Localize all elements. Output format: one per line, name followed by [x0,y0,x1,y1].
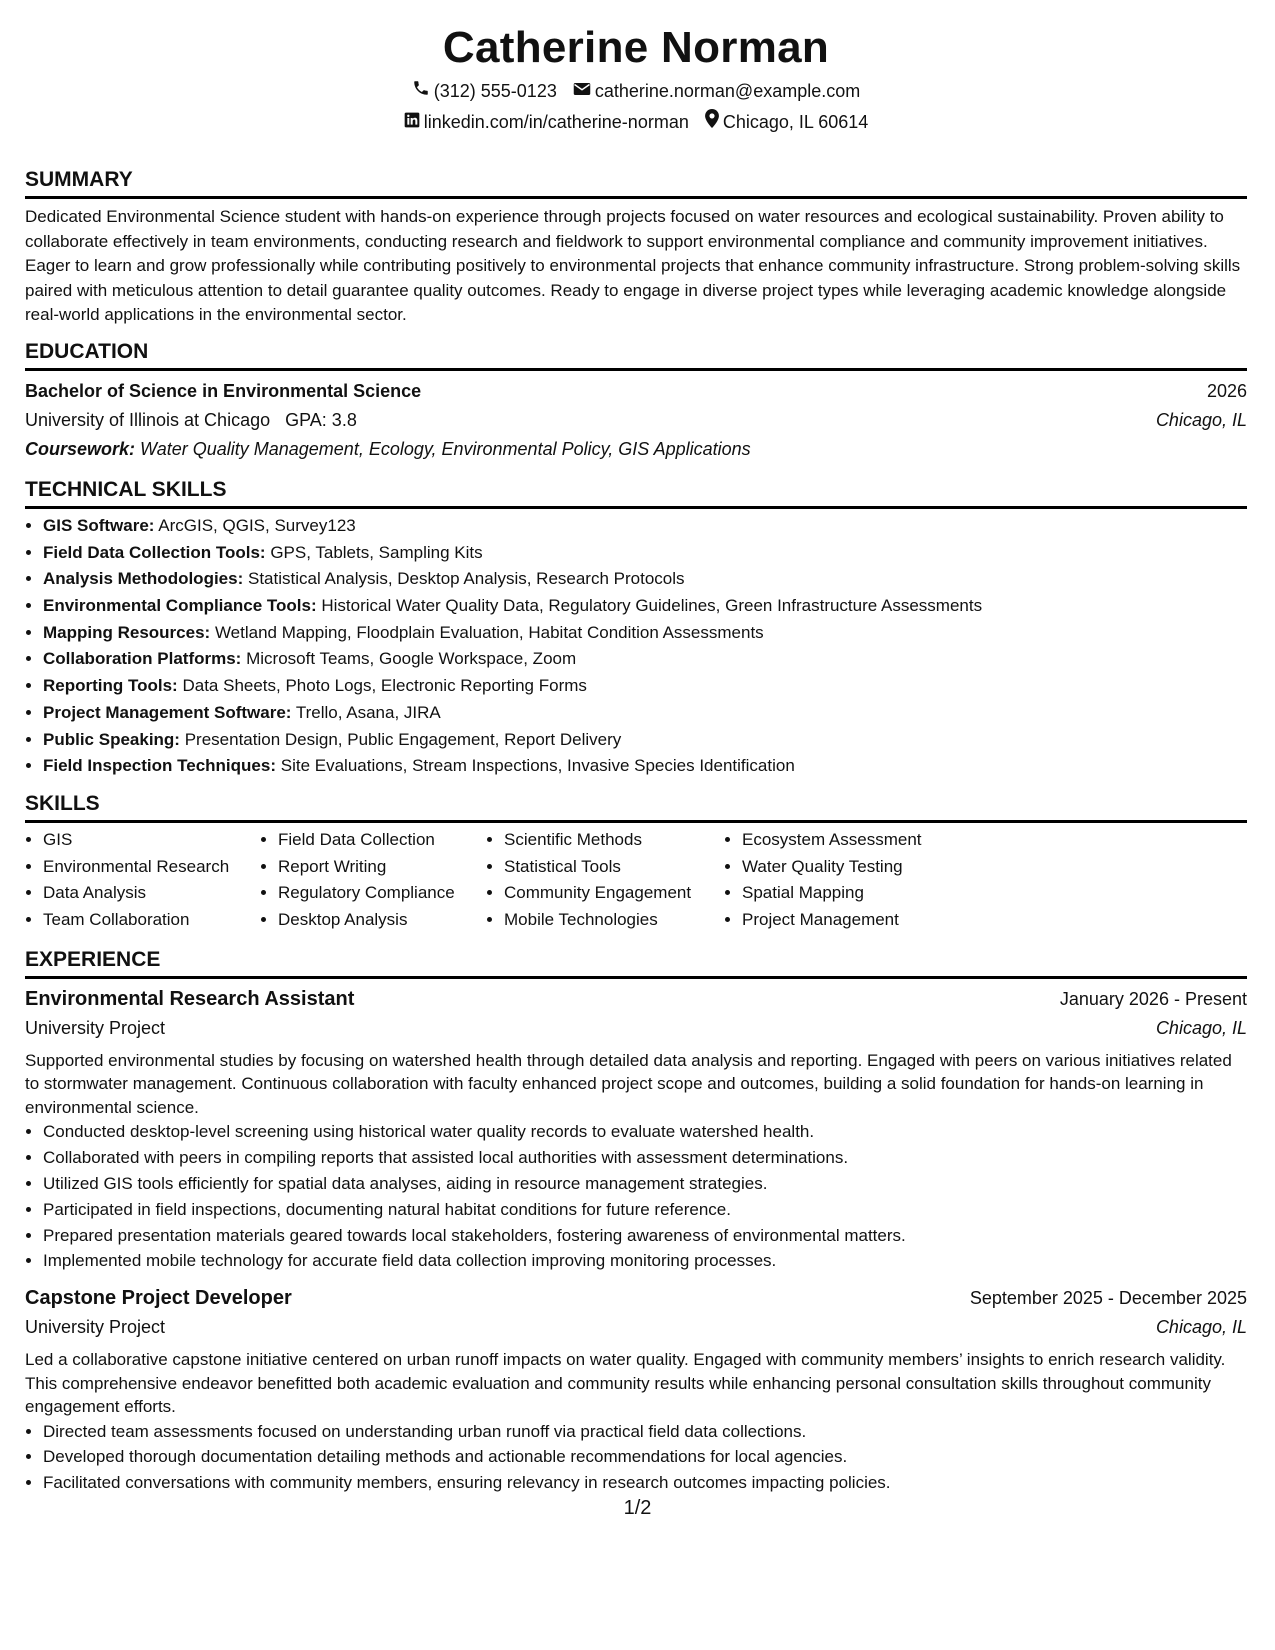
job-org-row [25,1313,1247,1342]
list-item: • Community Engagement [504,880,724,907]
list-item [43,593,1247,620]
list-item: • Water Quality Testing [742,854,982,881]
list-item: • Directed team assessments focused on understanding urban runoff via practical field data collections. [43,1419,1247,1445]
list-item: • Regulatory Compliance [278,880,486,907]
job-title-row [25,1284,1247,1313]
skill-label: Project Management Software: [43,702,292,722]
job-org: University Project [25,1317,166,1338]
contact-row-1 [25,76,1247,107]
linkedin-icon [404,107,424,138]
job-dates: September 2025 - December 2025 [969,1288,1247,1309]
job-entry [25,1284,1247,1496]
skill-label: Analysis Methodologies: [43,569,244,589]
job-description: Led a collaborative capstone initiative centered on urban runoff impacts on water quality. Engaged with community members’ insights to enrich research validity. This comprehensive endeavor benefitted both academic evaluation and community results while enhancing personal consultation skills throughout community engagement efforts. [25,1350,1226,1417]
email-contact[interactable] [573,76,860,107]
coursework-list: Water Quality Management, Ecology, Environmental Policy, GIS Applications [140,438,751,459]
summary-section [25,168,1247,328]
list-item: • Environmental Research [43,854,260,881]
skills-column-3 [486,827,724,934]
gpa: GPA: 3.8 [285,409,357,430]
candidate-name: Catherine Norman [442,23,830,72]
envelope-icon [573,76,595,107]
list-item [43,566,1247,593]
skills-column-4 [724,827,982,934]
skill-value: Trello, Asana, JIRA [295,702,441,722]
list-item: • Desktop Analysis [278,907,486,934]
skills-section [25,792,1247,934]
skills-heading: SKILLS [25,792,1247,823]
job-description: Supported environmental studies by focusing on watershed health through detailed data analysis and reporting. Engaged with peers on various initiatives related to stormwater management. Continuous collaboration with faculty enhanced project scope and outcomes, building a solid foundation for hands-on learning in environmental science. [25,1050,1232,1117]
skill-value: GPS, Tablets, Sampling Kits [270,542,483,562]
coursework-label: Coursework: [25,438,136,459]
skill-label: GIS Software: [43,515,155,535]
degree-row [25,377,1247,406]
skill-value: Historical Water Quality Data, Regulatory Guidelines, Green Infrastructure Assessments [321,596,983,616]
contact-row-2 [25,107,1247,138]
school-location: Chicago, IL [1155,409,1247,430]
education-section [25,340,1247,464]
job-dates: January 2026 - Present [1059,988,1247,1009]
skill-value: Data Sheets, Photo Logs, Electronic Reporting Forms [182,676,587,696]
skill-label: Reporting Tools: [43,676,178,696]
list-item [43,753,1247,780]
skill-value: ArcGIS, QGIS, Survey123 [158,515,356,535]
list-item: • Report Writing [278,854,486,881]
experience-section [25,948,1247,1496]
skill-label: Mapping Resources: [43,622,211,642]
technical-skills-section [25,478,1247,780]
list-item [43,646,1247,673]
list-item: • Conducted desktop-level screening using historical water quality records to evaluate watershed health. [43,1119,1247,1145]
skill-label: Environmental Compliance Tools: [43,596,317,616]
job-entry [25,985,1247,1274]
job-org: University Project [25,1017,166,1038]
degree-title: Bachelor of Science in Environmental Science [25,380,422,401]
education-heading: EDUCATION [25,340,1247,371]
job-location: Chicago, IL [1155,1017,1247,1038]
list-item: • Collaborated with peers in compiling reports that assisted local authorities with assessment determinations. [43,1145,1247,1171]
job-bullets [25,1119,1247,1274]
skill-value: Presentation Design, Public Engagement, Report Delivery [184,729,622,749]
map-pin-icon [705,107,723,138]
resume-page [25,20,1247,1496]
experience-heading: EXPERIENCE [25,948,1247,979]
job-location: Chicago, IL [1155,1317,1247,1338]
skill-value: Statistical Analysis, Desktop Analysis, Research Protocols [247,569,685,589]
phone-number: (312) 555-0123 [433,81,557,101]
skill-label: Public Speaking: [43,729,180,749]
list-item: • Data Analysis [43,880,260,907]
school-name: University of Illinois at Chicago [25,409,271,430]
linkedin-contact[interactable] [404,107,689,138]
list-item [43,513,1247,540]
skills-column-1 [25,827,260,934]
coursework [25,435,751,464]
list-item [43,700,1247,727]
list-item: • Statistical Tools [504,854,724,881]
location-text: Chicago, IL 60614 [722,112,869,132]
summary-heading: SUMMARY [25,168,1247,199]
job-title-row [25,985,1247,1014]
school-info [25,406,357,435]
job-role: Environmental Research Assistant [25,987,355,1010]
list-item: • Ecosystem Assessment [742,827,982,854]
list-item: • GIS [43,827,260,854]
list-item: • Mobile Technologies [504,907,724,934]
skill-label: Field Data Collection Tools: [43,542,266,562]
job-org-row [25,1014,1247,1043]
list-item: • Participated in field inspections, documenting natural habitat conditions for future reference. [43,1197,1247,1223]
technical-skills-heading: TECHNICAL SKILLS [25,478,1247,509]
list-item: • Project Management [742,907,982,934]
skill-value: Microsoft Teams, Google Workspace, Zoom [246,649,577,669]
email-link[interactable]: catherine.norman@example.com [594,81,861,101]
skill-label: Field Inspection Techniques: [43,756,276,776]
list-item: • Field Data Collection [278,827,486,854]
skill-label: Collaboration Platforms: [43,649,242,669]
list-item: • Spatial Mapping [742,880,982,907]
job-bullets [25,1419,1247,1496]
list-item: • Implemented mobile technology for accurate field data collection improving monitoring processes. [43,1248,1247,1274]
skills-column-2 [260,827,486,934]
list-item: • Prepared presentation materials geared towards local stakeholders, fostering awareness of environmental matters. [43,1223,1247,1249]
summary-text: Dedicated Environmental Science student with hands-on experience through projects focused on water resources and ecological sustainability. Proven ability to collaborate effectively in team environments, conducting research and fieldwork to support environmental compliance and community improvement initiatives. Eager to learn and grow professionally while contributing positively to environmental projects that enhance community infrastructure. Strong problem-solving skills paired with meticulous attention to detail guarantee quality outcomes. Ready to engage in diverse project types while leveraging academic knowledge alongside real-world applications in the environmental sector. [25,207,1241,325]
school-row [25,406,1247,435]
list-item [43,620,1247,647]
job-role: Capstone Project Developer [25,1287,292,1310]
list-item: • Facilitated conversations with community members, ensuring relevancy in research outcomes impacting policies. [43,1470,1247,1496]
list-item: • Developed thorough documentation detailing methods and actionable recommendations for local agencies. [43,1444,1247,1470]
location-contact [705,107,868,138]
list-item [43,727,1247,754]
skills-grid [25,827,1247,934]
phone-contact [412,76,557,107]
list-item: • Utilized GIS tools efficiently for spatial data analyses, aiding in resource management strategies. [43,1171,1247,1197]
list-item: • Team Collaboration [43,907,260,934]
phone-icon [412,76,434,107]
list-item [43,540,1247,567]
technical-skills-list [25,513,1247,780]
list-item [43,673,1247,700]
skill-value: Site Evaluations, Stream Inspections, Invasive Species Identification [280,756,795,776]
coursework-row [25,435,1247,464]
linkedin-link[interactable]: linkedin.com/in/catherine-norman [423,112,689,132]
list-item: • Scientific Methods [504,827,724,854]
graduation-year: 2026 [1206,380,1247,401]
page-number: 1/2 [623,1497,652,1519]
skill-value: Wetland Mapping, Floodplain Evaluation, Habitat Condition Assessments [214,622,764,642]
